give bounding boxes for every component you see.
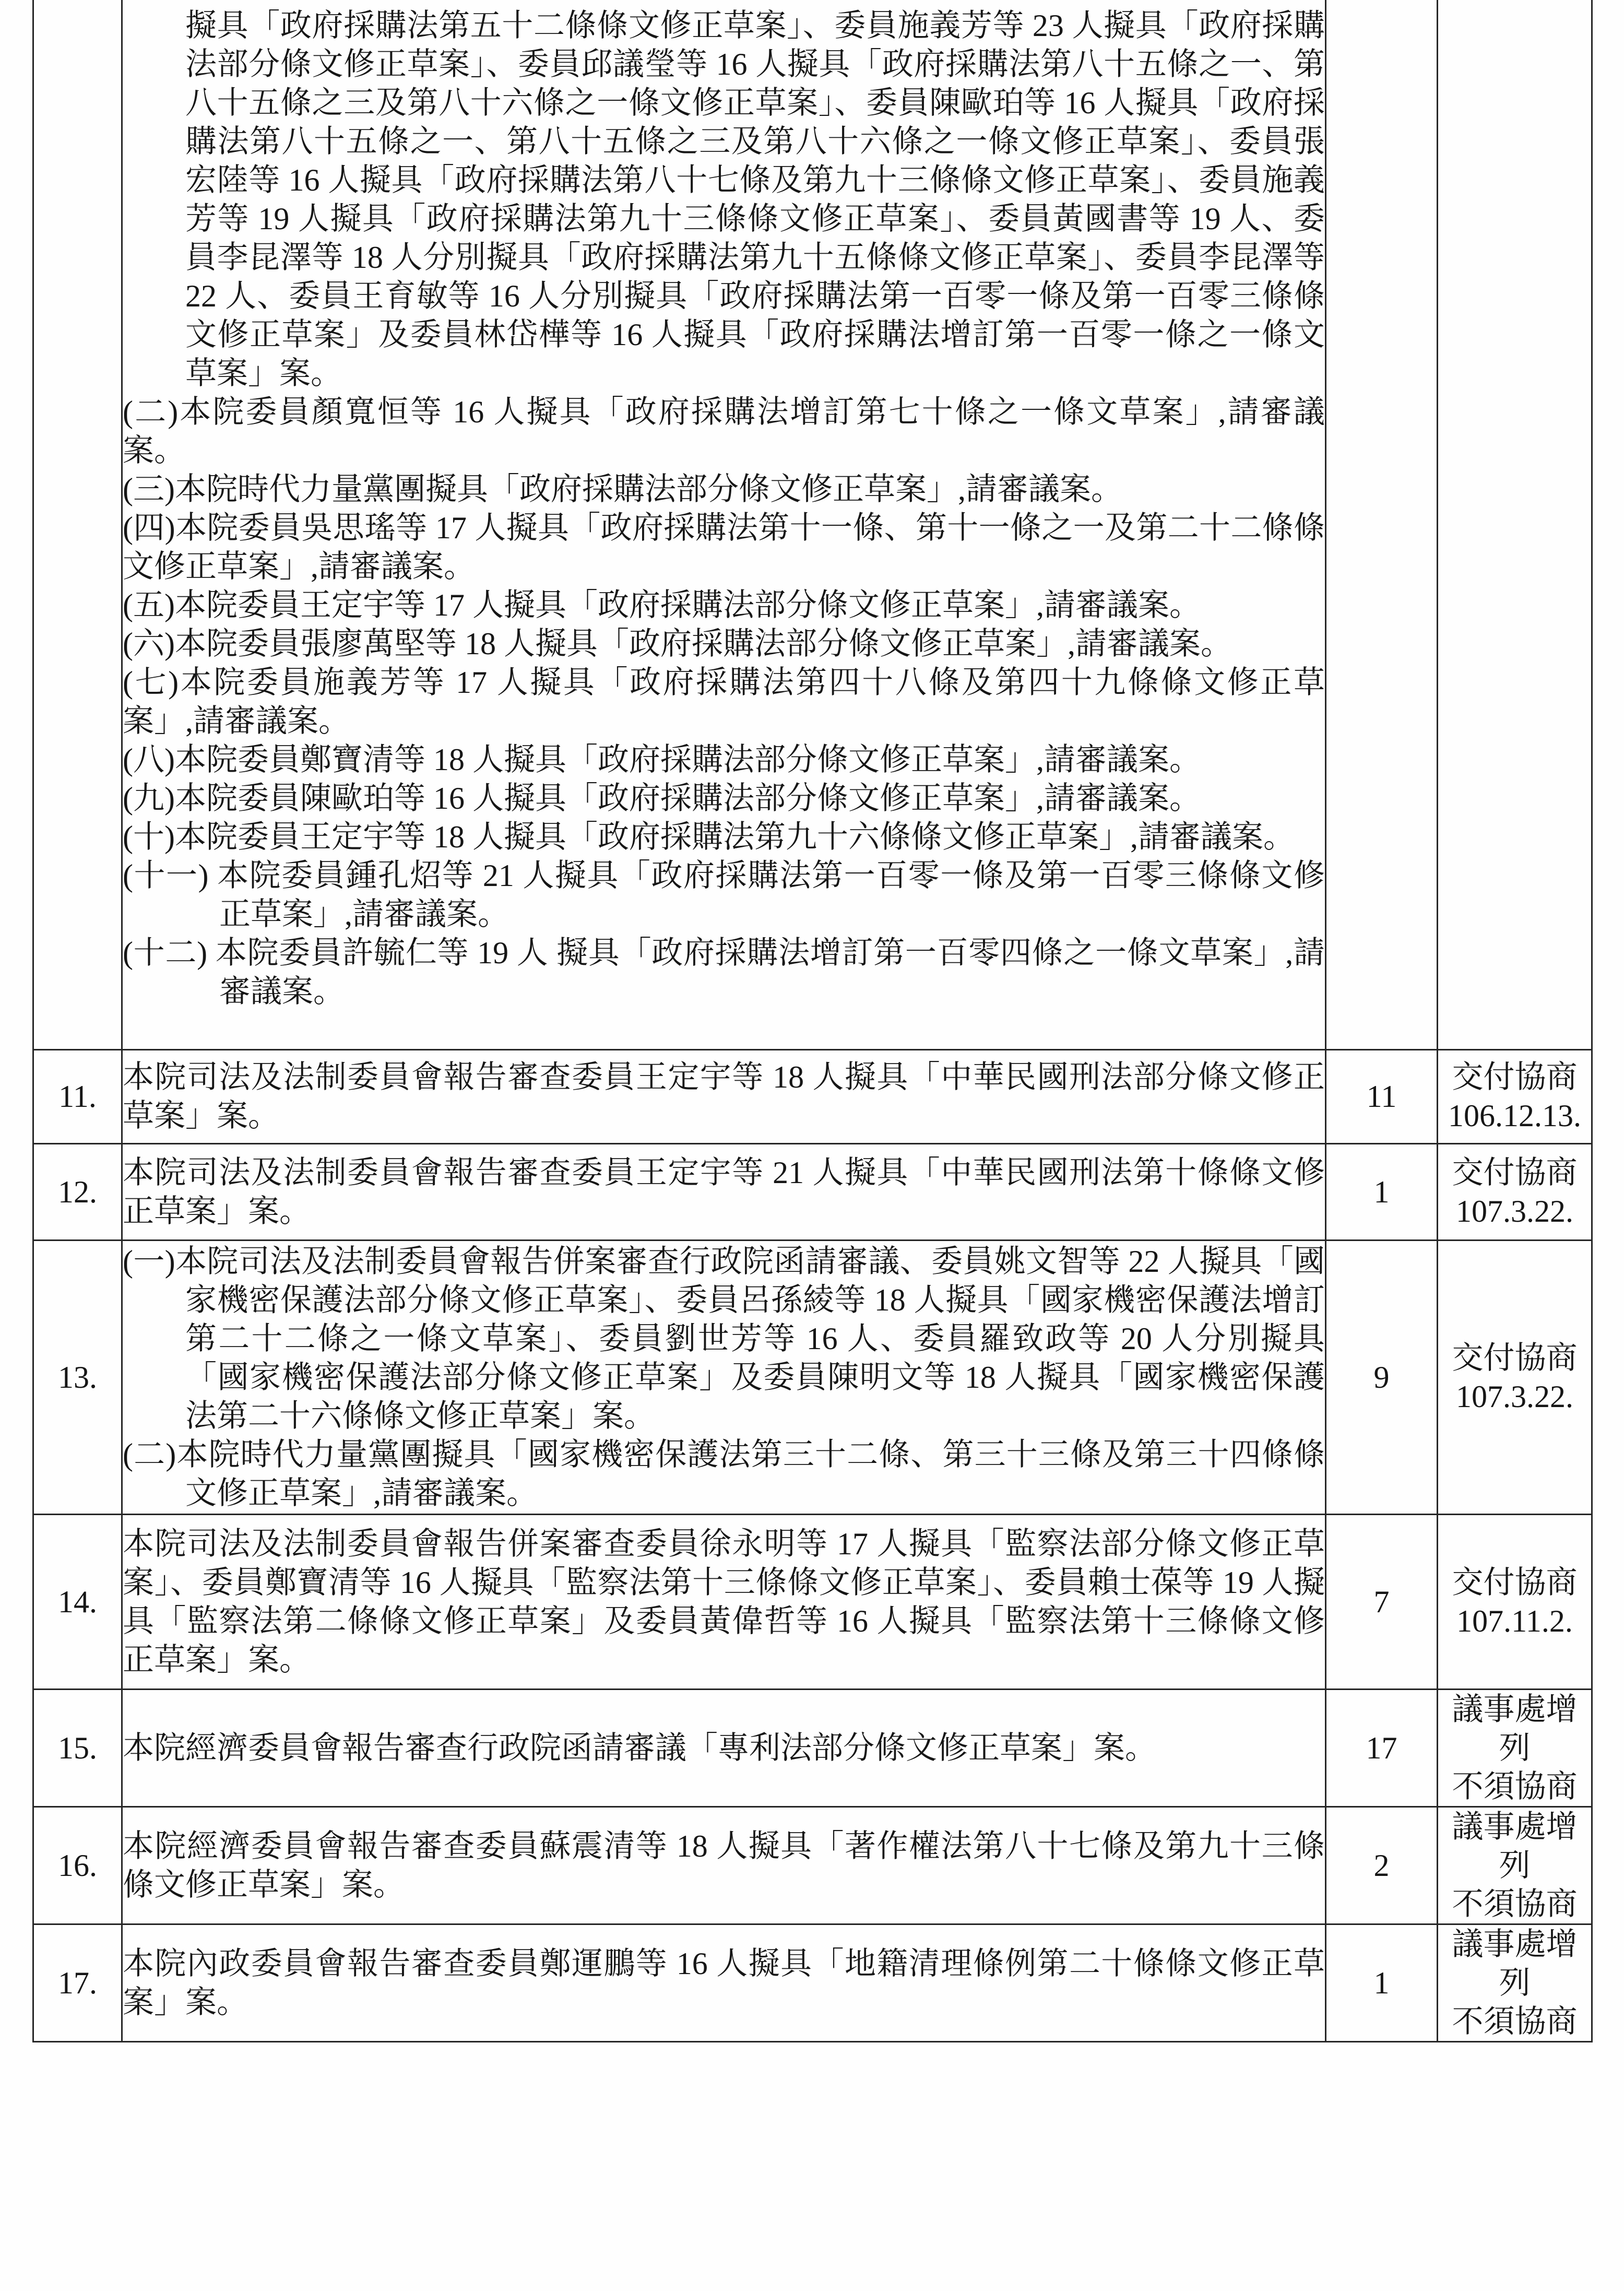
table-row-11: [33, 1049, 1592, 1143]
case-paragraph: (四)本院委員吳思瑤等 17 人擬具「政府採購法第十一條、第十一條之一及第二十二條條文修正草案」,請審議案。: [123, 511, 1325, 584]
count-cell: 2: [1326, 1806, 1438, 1924]
case-paragraph: 本院司法及法制委員會報告審查委員王定宇等 18 人擬具「中華民國刑法部分條文修正草案」案。: [123, 1060, 1325, 1133]
case-paragraph: (五)本院委員王定宇等 17 人擬具「政府採購法部分條文修正草案」,請審議案。: [123, 588, 1201, 622]
case-paragraph: 擬具「政府採購法第五十二條條文修正草案」、委員施義芳等 23 人擬具「政府採購法部分條文修正草案」、委員邱議瑩等 16 人擬具「政府採購法第八十五條之一、第八十五條之三及第八十六條之一條文修正草案」、委員陳歐珀等 16 人擬具「政府採購法第八十五條之一、第八十五條之三及第八十六條之一條文修正草案」、委員張宏陸等 16 人擬具「政府採購法第八十七條及第九十三條條文修正草案」、委員施義芳等 19 人擬具「政府採購法第九十三條條文修正草案」、委員黃國書等 19 人、委員李昆澤等 18 人分別擬具「政府採購法第九十五條條文修正草案」、委員李昆澤等 22 人、委員王育敏等 16 人分別擬具「政府採購法第一百零一條及第一百零三條條文修正草案」及委員林岱樺等 16 人擬具「政府採購法增訂第一百零一條之一條文草案」案。: [185, 8, 1325, 391]
count-cell: 11: [1326, 1049, 1438, 1143]
case-paragraph: (三)本院時代力量黨團擬具「政府採購法部分條文修正草案」,請審議案。: [123, 472, 1122, 506]
case-paragraph: (十)本院委員王定宇等 18 人擬具「政府採購法第九十六條條文修正草案」,請審議案。: [123, 820, 1295, 854]
status-cell: [1438, 1924, 1592, 2041]
row-number-cell: [33, 0, 122, 1049]
case-content-cell: [122, 1689, 1326, 1806]
status-label: 交付協商: [1452, 1340, 1578, 1375]
status-label: 議事處增列: [1452, 1809, 1578, 1883]
case-paragraph: (七)本院委員施義芳等 17 人擬具「政府採購法第四十八條及第四十九條條文修正草案」,請審議案。: [123, 665, 1325, 738]
row-number-cell: 17.: [33, 1924, 122, 2041]
table-row-17: [33, 1924, 1592, 2041]
case-content-cell: [122, 1240, 1326, 1514]
case-paragraph: 本院司法及法制委員會報告併案審查委員徐永明等 17 人擬具「監察法部分條文修正草案」、委員鄭寶清等 16 人擬具「監察法第十三條條文修正草案」、委員賴士葆等 19 人擬具「監察法第二條條文修正草案」及委員黃偉哲等 16 人擬具「監察法第十三條條文修正草案」案。: [123, 1526, 1325, 1677]
status-date: 107.11.2.: [1456, 1603, 1573, 1638]
case-paragraph: (九)本院委員陳歐珀等 16 人擬具「政府採購法部分條文修正草案」,請審議案。: [123, 781, 1201, 816]
case-content-cell: [122, 1806, 1326, 1924]
row-number-cell: 13.: [33, 1240, 122, 1514]
case-paragraph: (一)本院司法及法制委員會報告併案審查行政院函請審議、委員姚文智等 22 人擬具「國家機密保護法部分條文修正草案」、委員呂孫綾等 18 人擬具「國家機密保護法增訂第二十二條之一條文草案」、委員劉世芳等 16 人、委員羅致政等 20 人分別擬具「國家機密保護法部分條文修正草案」及委員陳明文等 18 人擬具「國家機密保護法第二十六條條文修正草案」案。: [123, 1244, 1325, 1433]
status-cell: [1438, 1806, 1592, 1924]
status-cell: [1438, 1240, 1592, 1514]
table-row-16: [33, 1806, 1592, 1924]
status-label2: 不須協商: [1452, 1769, 1578, 1804]
status-label2: 不須協商: [1452, 2004, 1578, 2039]
count-cell: 17: [1326, 1689, 1438, 1806]
table-row-13: [33, 1240, 1592, 1514]
status-label: 交付協商: [1452, 1155, 1578, 1190]
table-row-continuation: [33, 0, 1592, 1049]
status-date: 107.3.22.: [1456, 1379, 1573, 1414]
case-content-cell: [122, 1514, 1326, 1689]
row-number-cell: 12.: [33, 1143, 122, 1240]
table-row-12: [33, 1143, 1592, 1240]
count-cell: [1326, 0, 1438, 1049]
case-paragraph: 本院經濟委員會報告審查委員蘇震清等 18 人擬具「著作權法第八十七條及第九十三條條文修正草案」案。: [123, 1828, 1325, 1902]
case-paragraph: (十二) 本院委員許毓仁等 19 人 擬具「政府採購法增訂第一百零四條之一條文草案」,請審議案。: [123, 936, 1325, 1009]
status-label2: 不須協商: [1452, 1886, 1578, 1921]
case-paragraph: (六)本院委員張廖萬堅等 18 人擬具「政府採購法部分條文修正草案」,請審議案。: [123, 627, 1232, 661]
row-number-cell: 16.: [33, 1806, 122, 1924]
agenda-items-table: [32, 0, 1593, 2042]
status-cell: [1438, 1689, 1592, 1806]
status-label: 交付協商: [1452, 1565, 1578, 1600]
table-row-14: [33, 1514, 1592, 1689]
case-paragraph: (二)本院委員顏寬恒等 16 人擬具「政府採購法增訂第七十條之一條文草案」,請審議案。: [123, 395, 1325, 468]
status-date: 107.3.22.: [1456, 1194, 1573, 1229]
case-paragraph: (二)本院時代力量黨團擬具「國家機密保護法第三十二條、第三十三條及第三十四條條文修正草案」,請審議案。: [123, 1437, 1325, 1510]
case-content-cell: [122, 0, 1326, 1049]
case-paragraph: (十一) 本院委員鍾孔炤等 21 人擬具「政府採購法第一百零一條及第一百零三條條文修正草案」,請審議案。: [123, 858, 1325, 931]
status-date: 106.12.13.: [1448, 1099, 1581, 1133]
row-number-cell: 14.: [33, 1514, 122, 1689]
case-paragraph: 本院內政委員會報告審查委員鄭運鵬等 16 人擬具「地籍清理條例第二十條條文修正草案」案。: [123, 1946, 1325, 2020]
case-paragraph: 本院司法及法制委員會報告審查委員王定宇等 21 人擬具「中華民國刑法第十條條文修正草案」案。: [123, 1155, 1325, 1229]
status-cell: [1438, 0, 1592, 1049]
count-cell: 7: [1326, 1514, 1438, 1689]
row-number-cell: 11.: [33, 1049, 122, 1143]
case-paragraph: 本院經濟委員會報告審查行政院函請審議「專利法部分條文修正草案」案。: [123, 1730, 1156, 1765]
status-cell: [1438, 1143, 1592, 1240]
case-content-cell: [122, 1924, 1326, 2041]
status-label: 議事處增列: [1452, 1927, 1578, 2000]
count-cell: 1: [1326, 1924, 1438, 2041]
case-content-cell: [122, 1049, 1326, 1143]
status-label: 交付協商: [1452, 1060, 1578, 1094]
count-cell: 9: [1326, 1240, 1438, 1514]
case-content-cell: [122, 1143, 1326, 1240]
case-paragraph: (八)本院委員鄭寶清等 18 人擬具「政府採購法部分條文修正草案」,請審議案。: [123, 742, 1201, 777]
table-row-15: [33, 1689, 1592, 1806]
status-cell: [1438, 1514, 1592, 1689]
status-cell: [1438, 1049, 1592, 1143]
count-cell: 1: [1326, 1143, 1438, 1240]
row-number-cell: 15.: [33, 1689, 122, 1806]
status-label: 議事處增列: [1452, 1692, 1578, 1765]
